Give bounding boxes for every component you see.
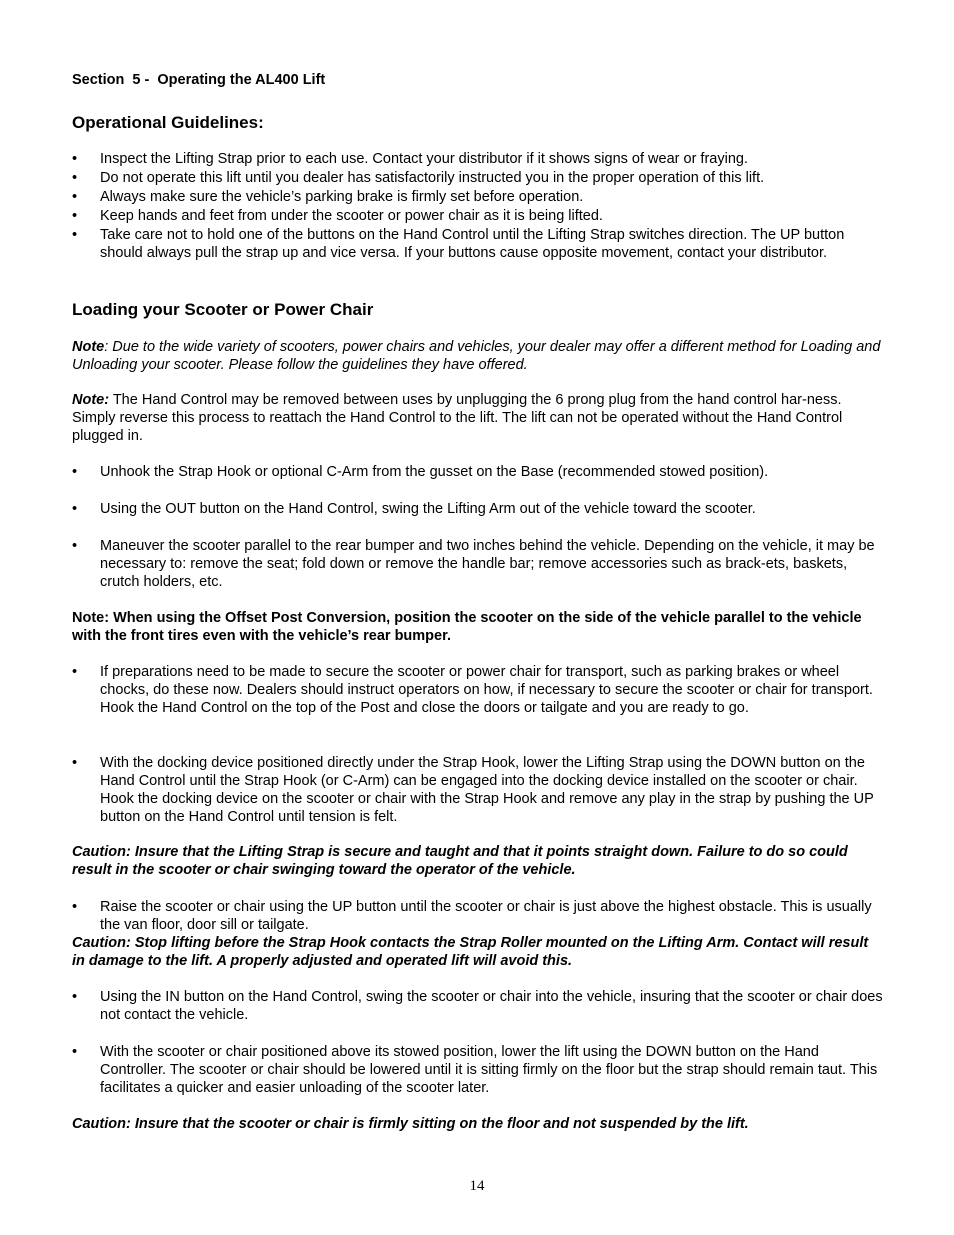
list-item: • Unhook the Strap Hook or optional C-Arm from the gusset on the Base (recommended stowed position).: [72, 464, 769, 480]
list-item: • If preparations need to be made to secure the scooter or power chair for transport, such as parking brakes or wheel chocks, do these now. Dealers should instruct operators on how, if necessary to secure the scooter or chair for transport. Hook the Hand Control on the top of the Post and close the doors or tailgate and you are ready to go.: [72, 664, 873, 716]
guidelines-heading: Operational Guidelines:: [72, 113, 264, 132]
note-label: Note: [72, 339, 105, 355]
note-variety: Note: Due to the wide variety of scooters, power chairs and vehicles, your dealer may offer a different method for Loading and Unloading your scooter. Please follow the guidelines they have offered.: [72, 339, 881, 373]
bullet: •: [72, 664, 78, 680]
bullet: •: [72, 501, 78, 517]
bullet: •: [72, 208, 78, 224]
note-offset-post: Note: When using the Offset Post Conversion, position the scooter on the side of the vehicle parallel to the vehicle with the front tires even with the vehicle’s rear bumper.: [72, 610, 862, 644]
bullet: •: [72, 538, 78, 554]
step-list-6: [72, 898, 884, 934]
step-list-5: [72, 754, 884, 826]
list-item: • Using the OUT button on the Hand Control, swing the Lifting Arm out of the vehicle toward the scooter.: [72, 501, 756, 517]
step-list-1: [72, 463, 884, 481]
step-list-2: [72, 500, 884, 518]
list-item: • Inspect the Lifting Strap prior to each use. Contact your distributor if it shows signs of wear or fraying.: [72, 151, 748, 167]
list-item: • With the docking device positioned directly under the Strap Hook, lower the Lifting Strap using the DOWN button on the Hand Control until the Strap Hook (or C-Arm) can be engaged into the docking device installed on the scooter or chair. Hook the docking device on the scooter or chair with the Strap Hook and remove any play in the strap by pushing the UP button on the Hand Control until tension is felt.: [72, 755, 874, 825]
step-list-3: [72, 537, 884, 591]
list-item: • Raise the scooter or chair using the UP button until the scooter or chair is just above the highest obstacle. This is usually the van floor, door sill or tailgate.: [72, 899, 872, 933]
bullet: •: [72, 170, 78, 186]
bullet: •: [72, 189, 78, 205]
loading-heading: Loading your Scooter or Power Chair: [72, 300, 374, 319]
list-item: • Maneuver the scooter parallel to the rear bumper and two inches behind the vehicle. Depending on the vehicle, it may be necessary to: remove the seat; fold down or remove the handle bar; remove accessories such as brack-ets, baskets, crutch holders, etc.: [72, 538, 875, 590]
step-list-4: [72, 663, 884, 717]
guidelines-list: [72, 150, 884, 262]
bullet: •: [72, 227, 78, 243]
bullet: •: [72, 755, 78, 771]
list-item: • Keep hands and feet from under the scooter or power chair as it is being lifted.: [72, 208, 603, 224]
list-item: • Take care not to hold one of the buttons on the Hand Control until the Lifting Strap switches direction. The UP button should always pull the strap up and vice versa. If your buttons cause opposite movement, contact your distributor.: [72, 227, 845, 261]
bullet: •: [72, 151, 78, 167]
caution-strap: Caution: Insure that the Lifting Strap is secure and taught and that it points straight down. Failure to do so could result in the scooter or chair swinging toward the operator of the vehicle.: [72, 844, 848, 878]
page-number: 14: [469, 1178, 485, 1194]
list-item: • Do not operate this lift until you dealer has satisfactorily instructed you in the proper operation of this lift.: [72, 170, 765, 186]
step-list-8: [72, 1043, 884, 1097]
list-item: • Using the IN button on the Hand Control, swing the scooter or chair into the vehicle, insuring that the scooter or chair does not contact the vehicle.: [72, 989, 883, 1023]
caution-lifting: Caution: Stop lifting before the Strap Hook contacts the Strap Roller mounted on the Lifting Arm. Contact will result in damage to the lift. A properly adjusted and operated lift will avoid this.: [72, 935, 869, 969]
step-list-7: [72, 988, 884, 1024]
section-title: Section 5 - Operating the AL400 Lift: [72, 72, 326, 88]
bullet: •: [72, 989, 78, 1005]
caution-floor: Caution: Insure that the scooter or chair is firmly sitting on the floor and not suspended by the lift.: [72, 1116, 749, 1132]
bullet: •: [72, 899, 78, 915]
note-label: Note:: [72, 392, 110, 408]
bullet: •: [72, 1044, 78, 1060]
bullet: •: [72, 464, 78, 480]
list-item: • Always make sure the vehicle’s parking brake is firmly set before operation.: [72, 189, 584, 205]
note-hand-control: Note: The Hand Control may be removed between uses by unplugging the 6 prong plug from the hand control har-ness. Simply reverse this process to reattach the Hand Control to the lift. The lift can not be operated without the Hand Control plugged in.: [72, 392, 843, 444]
list-item: • With the scooter or chair positioned above its stowed position, lower the lift using the DOWN button on the Hand Controller. The scooter or chair should be lowered until it is sitting firmly on the floor but the strap should remain taut. This facilitates a quicker and easier unloading of the scooter later.: [72, 1044, 878, 1096]
